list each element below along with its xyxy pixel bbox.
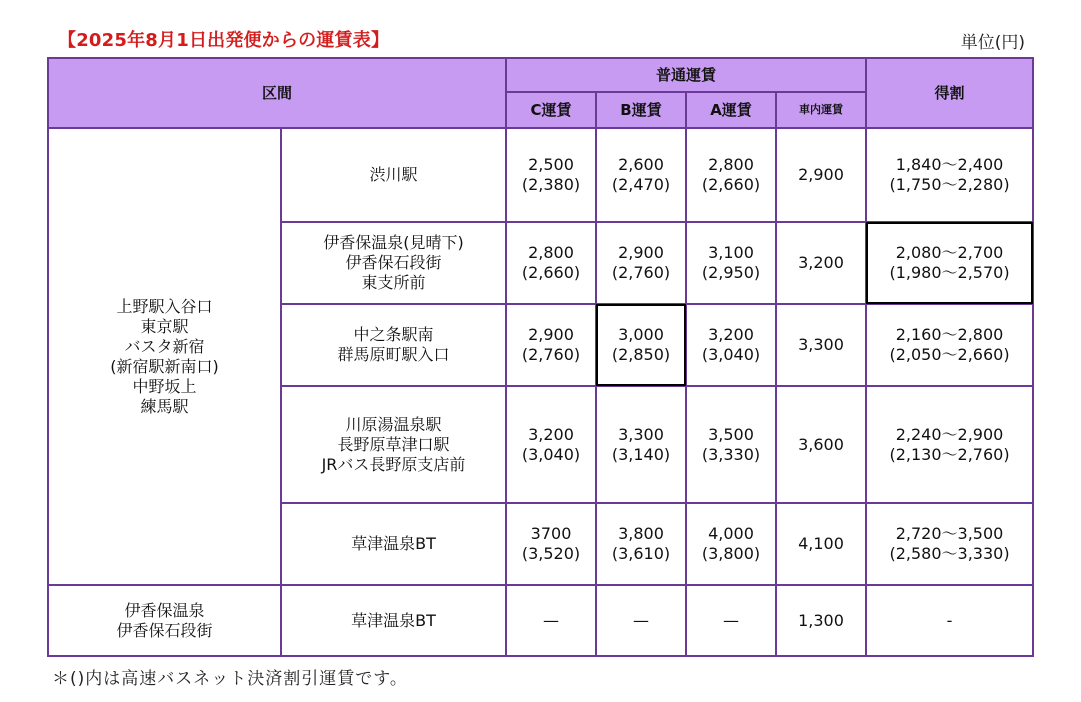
fare-table (47, 57, 1034, 657)
discount-fare-cell: 2,720～3,500 (2,580～3,330) (866, 503, 1033, 585)
discount-fare-cell: 2,160～2,800 (2,050～2,660) (866, 304, 1033, 386)
a-fare-cell: 2,800 (2,660) (686, 128, 776, 222)
onboard-fare-cell: 3,600 (776, 386, 866, 503)
discount-fare-cell: 1,840～2,400 (1,750～2,280) (866, 128, 1033, 222)
destination-cell: 川原湯温泉駅 長野原草津口駅 JRバス長野原支店前 (281, 386, 506, 503)
c-fare-cell: — (506, 585, 596, 656)
a-fare-cell: 3,200 (3,040) (686, 304, 776, 386)
table-row (48, 585, 1033, 656)
discount-fare-cell: 2,240～2,900 (2,130～2,760) (866, 386, 1033, 503)
header-onboard-fare: 車内運賃 (776, 92, 866, 128)
header-a-fare: A運賃 (686, 92, 776, 128)
header-b-fare: B運賃 (596, 92, 686, 128)
destination-cell: 草津温泉BT (281, 503, 506, 585)
b-fare-cell: — (596, 585, 686, 656)
unit-label: 単位(円) (960, 33, 1025, 53)
destination-cell: 伊香保温泉(見晴下) 伊香保石段街 東支所前 (281, 222, 506, 304)
header-section: 区間 (48, 58, 506, 128)
destination-cell: 中之条駅南 群馬原町駅入口 (281, 304, 506, 386)
b-fare-cell: 2,600 (2,470) (596, 128, 686, 222)
a-fare-cell: 3,100 (2,950) (686, 222, 776, 304)
table-row (48, 128, 1033, 222)
c-fare-cell: 2,500 (2,380) (506, 128, 596, 222)
onboard-fare-cell: 4,100 (776, 503, 866, 585)
page-title: 【2025年8月1日出発便からの運賃表】 (58, 30, 390, 51)
origin-cell: 伊香保温泉 伊香保石段街 (48, 585, 281, 656)
b-fare-cell: 3,000 (2,850) (596, 304, 686, 386)
b-fare-cell: 3,300 (3,140) (596, 386, 686, 503)
b-fare-cell: 2,900 (2,760) (596, 222, 686, 304)
header-regular-fare: 普通運賃 (506, 58, 866, 92)
onboard-fare-cell: 1,300 (776, 585, 866, 656)
c-fare-cell: 3700 (3,520) (506, 503, 596, 585)
destination-cell: 草津温泉BT (281, 585, 506, 656)
discount-fare-cell: - (866, 585, 1033, 656)
header-c-fare: C運賃 (506, 92, 596, 128)
onboard-fare-cell: 3,300 (776, 304, 866, 386)
a-fare-cell: — (686, 585, 776, 656)
a-fare-cell: 3,500 (3,330) (686, 386, 776, 503)
origin-cell: 上野駅入谷口 東京駅 バスタ新宿 (新宿駅新南口) 中野坂上 練馬駅 (48, 128, 281, 585)
c-fare-cell: 3,200 (3,040) (506, 386, 596, 503)
b-fare-cell: 3,800 (3,610) (596, 503, 686, 585)
discount-fare-cell: 2,080～2,700 (1,980～2,570) (866, 222, 1033, 304)
a-fare-cell: 4,000 (3,800) (686, 503, 776, 585)
destination-cell: 渋川駅 (281, 128, 506, 222)
c-fare-cell: 2,800 (2,660) (506, 222, 596, 304)
footnote: ＊()内は高速バスネット決済割引運賃です。 (52, 669, 408, 689)
c-fare-cell: 2,900 (2,760) (506, 304, 596, 386)
onboard-fare-cell: 2,900 (776, 128, 866, 222)
onboard-fare-cell: 3,200 (776, 222, 866, 304)
header-discount: 得割 (866, 58, 1033, 128)
